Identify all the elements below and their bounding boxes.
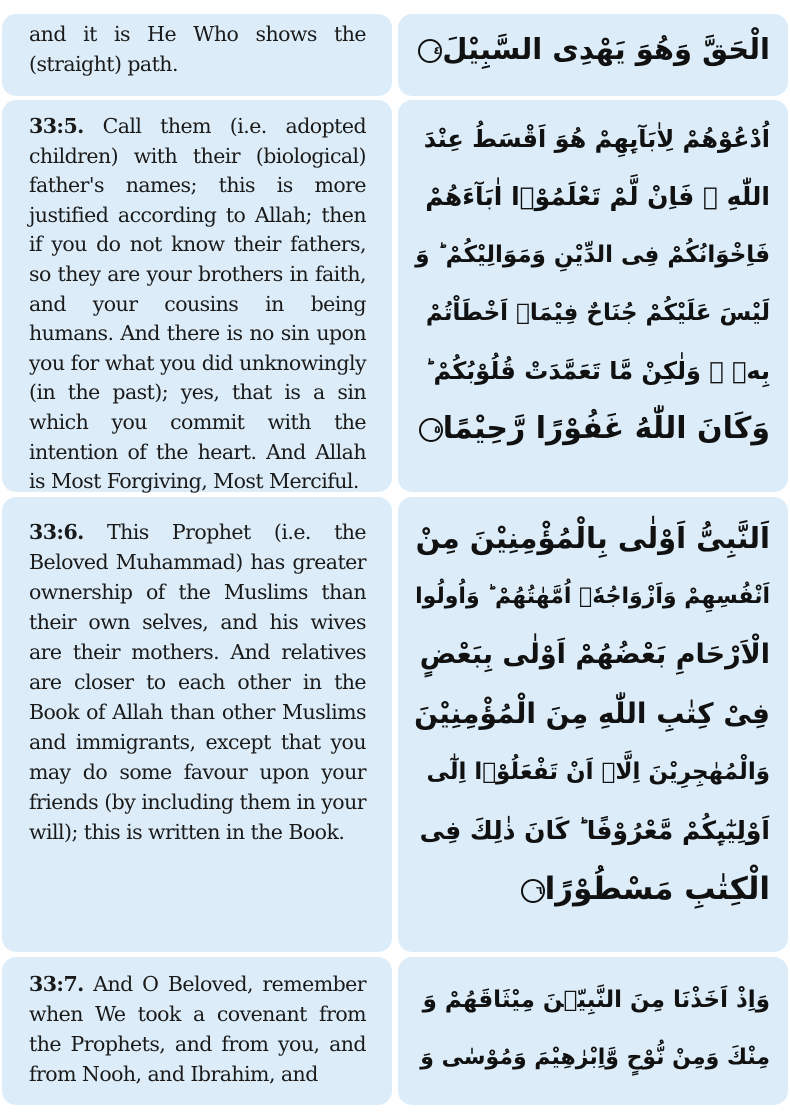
verse-ref: 33:6.	[29, 520, 84, 544]
arabic-line: اَلنَّبِىُّ اَوْلٰى بِالْمُؤْمِنِيْنَ مِنْ	[415, 521, 770, 555]
arabic-line: وَكَانَ اللّٰهُ غَفُوْرًا رَّحِيْمًا٥	[414, 400, 770, 458]
verse-end-marker-icon: ٦	[521, 879, 545, 903]
arabic-box	[398, 957, 788, 1105]
arabic-text	[414, 32, 770, 66]
arabic-line: فَاِخْوَانُكُمْ فِى الدِّيْنِ وَمَوَالِيْكُمْ ؕ وَ	[415, 242, 770, 268]
verse-end-marker-icon: ٥	[419, 418, 443, 442]
arabic-text	[414, 509, 770, 919]
translation-text	[29, 20, 366, 79]
arabic-line: الْكِتٰبِ مَسْطُوْرًا٦	[414, 860, 770, 919]
translation-box	[2, 497, 392, 952]
translation-body: And O Beloved, remember when We took a covenant from the Prophets, and from you, and from Nooh, and Ibrahim, and	[29, 972, 366, 1086]
verse-end-marker-icon: ٤	[418, 39, 442, 63]
verse-ref: 33:5.	[29, 114, 84, 138]
translation-text	[29, 969, 366, 1089]
arabic-text	[414, 110, 770, 458]
translation-body: and it is He Who shows the (straight) path.	[29, 22, 366, 76]
arabic-line: فِىْ كِتٰبِ اللّٰهِ مِنَ الْمُؤْمِنِيْنَ	[414, 696, 770, 730]
arabic-box	[398, 497, 788, 952]
translation-body: Call them (i.e. adopted children) with their (biological) father's names; this is more justified according to Allah; then if you do not know their fathers, so they are your brothers in faith, and your cousins in being humans. And there is no sin upon you for what you did unknowingly (in the past); yes, that is a sin which you commit with the intention of the heart. And Allah is Most Forgiving, Most Merciful.	[29, 114, 367, 494]
translation-box	[2, 100, 392, 492]
translation-box	[2, 957, 392, 1105]
translation-box	[2, 14, 392, 96]
arabic-line: اُدْعُوْهُمْ لِاٰبَآىِٕهِمْ هُوَ اَقْسَطُ عِنْدَ	[423, 125, 770, 153]
arabic-line: اللّٰهِ ۚ فَاِنْ لَّمْ تَعْلَمُوْۤا اٰبَآءَهُمْ	[425, 182, 770, 211]
translation-body: This Prophet (i.e. the Beloved Muhammad) has greater ownership of the Muslims than their own selves, and his wives are their mothers. And relatives are closer to each other in the Book of Allah than other Muslims and immigrants, except that you may do some favour upon your friends (by including them in your will); this is written in the Book.	[29, 520, 367, 844]
arabic-line: لَيْسَ عَلَيْكُمْ جُنَاحٌ فِيْمَاۤ اَخْطَاْتُمْ	[425, 300, 770, 326]
arabic-line: مِنْكَ وَمِنْ نُّوْحٍ وَّاِبْرٰهِيْمَ وَمُوْسٰى وَ	[420, 1045, 770, 1070]
verse-ref: 33:7.	[29, 972, 84, 996]
arabic-line: اَنْفُسِهِمْ وَاَزْوَاجُهٗۤ اُمَّهٰتُهُمْ ؕ وَاُولُوا	[415, 583, 770, 609]
arabic-line: وَاِذْ اَخَذْنَا مِنَ النَّبِيّٖنَ مِيْثَاقَهُمْ وَ	[422, 987, 770, 1013]
arabic-line: وَالْمُهٰجِرِيْنَ اِلَّاۤ اَنْ تَفْعَلُوْۤا اِلٰٓى	[426, 759, 770, 785]
arabic-line: الْاَرْحَامِ بَعْضُهُمْ اَوْلٰى بِبَعْضٍ	[419, 639, 770, 670]
arabic-line: اَوْلِيٰٓىِٕكُمْ مَّعْرُوْفًا ؕ كَانَ ذٰلِكَ فِى	[419, 815, 770, 845]
translation-text	[29, 112, 366, 497]
arabic-line: الْحَقَّ وَهُوَ يَهْدِى السَّبِيْلَ٤	[414, 32, 770, 66]
translation-text	[29, 517, 366, 847]
arabic-box	[398, 14, 788, 96]
arabic-box	[398, 100, 788, 492]
arabic-text	[414, 971, 770, 1087]
arabic-line: بِهٖ ۙ وَلٰكِنْ مَّا تَعَمَّدَتْ قُلُوْبُكُمْ ؕ	[425, 357, 770, 385]
